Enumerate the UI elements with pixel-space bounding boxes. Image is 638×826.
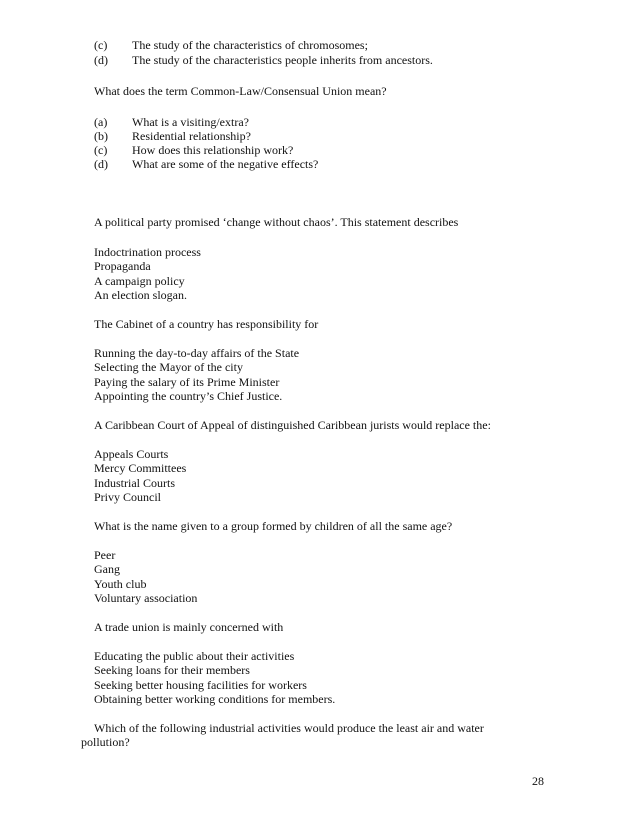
option-text: Seeking loans for their members	[94, 663, 250, 677]
question-cabinet: The Cabinet of a country has responsibility for	[94, 317, 319, 331]
item-label: (d)	[94, 157, 108, 171]
option-text: Indoctrination process	[94, 245, 201, 259]
question-common-law: What does the term Common-Law/Consensual Union mean?	[94, 84, 387, 98]
option-text: Seeking better housing facilities for workers	[94, 678, 307, 692]
option-text: Voluntary association	[94, 591, 198, 605]
question-party: A political party promised ‘change without chaos’. This statement describes	[94, 215, 459, 229]
item-text: How does this relationship work?	[132, 143, 294, 157]
option-text: Youth club	[94, 577, 147, 591]
option-text: Running the day-to-day affairs of the State	[94, 346, 300, 360]
page-number: 28	[532, 774, 544, 788]
option-text: Propaganda	[94, 259, 151, 273]
option-text: Appointing the country’s Chief Justice.	[94, 389, 283, 403]
option-text: Obtaining better working conditions for members.	[94, 692, 336, 706]
option-text: An election slogan.	[94, 288, 187, 302]
option-text: Peer	[94, 548, 116, 562]
item-label: (a)	[94, 115, 108, 129]
question-industrial-continued: pollution?	[81, 735, 130, 749]
question-union: A trade union is mainly concerned with	[94, 620, 284, 634]
option-text: Mercy Committees	[94, 461, 187, 475]
item-text: Residential relationship?	[132, 129, 251, 143]
option-text: Gang	[94, 562, 120, 576]
item-text: The study of the characteristics people inherits from ancestors.	[132, 53, 433, 67]
item-label: (c)	[94, 143, 108, 157]
option-text: Privy Council	[94, 490, 162, 504]
question-group: What is the name given to a group formed by children of all the same age?	[94, 519, 453, 533]
item-text: The study of the characteristics of chromosomes;	[132, 38, 368, 52]
question-court: A Caribbean Court of Appeal of distinguished Caribbean jurists would replace the:	[94, 418, 491, 432]
item-label: (b)	[94, 129, 108, 143]
option-text: Appeals Courts	[94, 447, 169, 461]
item-label: (d)	[94, 53, 108, 67]
option-text: Industrial Courts	[94, 476, 175, 490]
item-text: What is a visiting/extra?	[132, 115, 249, 129]
option-text: A campaign policy	[94, 274, 185, 288]
item-label: (c)	[94, 38, 108, 52]
option-text: Selecting the Mayor of the city	[94, 360, 243, 374]
option-text: Paying the salary of its Prime Minister	[94, 375, 280, 389]
item-text: What are some of the negative effects?	[132, 157, 319, 171]
option-text: Educating the public about their activities	[94, 649, 295, 663]
question-industrial: Which of the following industrial activities would produce the least air and water	[94, 721, 484, 735]
